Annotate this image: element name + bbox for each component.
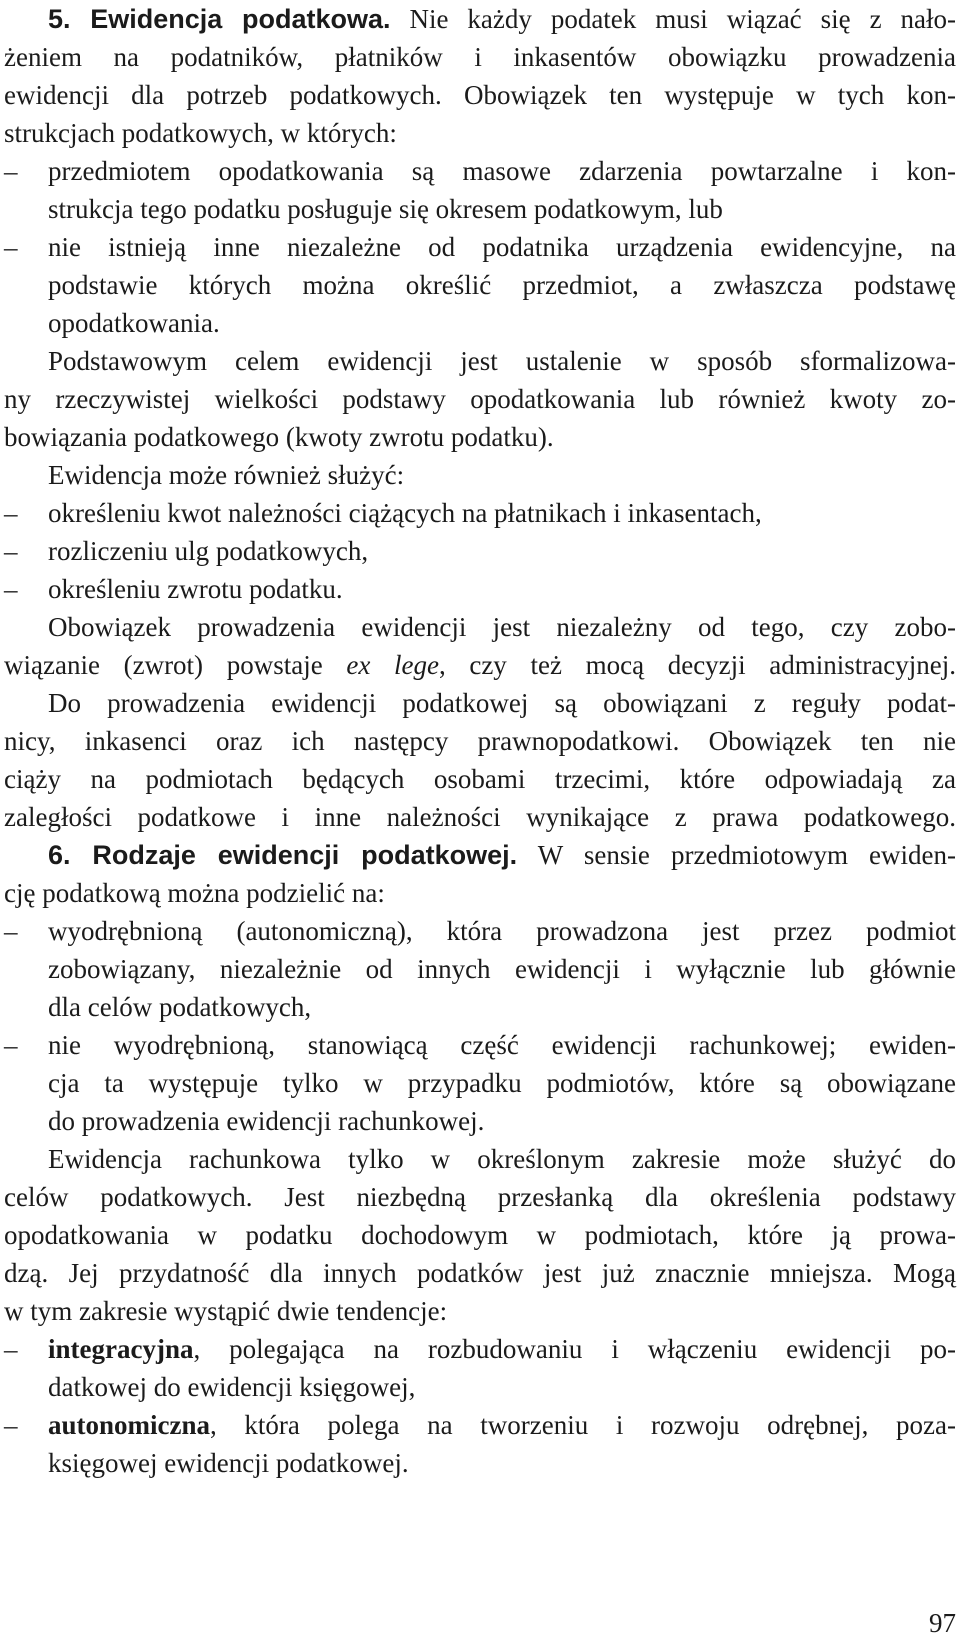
list-item-line: opodatkowania. <box>48 308 220 338</box>
list-item-line: nie wyodrębnioną, stanowiącą część ewidencji rachunkowej; ewiden- <box>48 1030 956 1060</box>
list-item-line: dla celów podatkowych, <box>48 992 312 1022</box>
list-item-line: integracyjna, polegająca na rozbudowaniu i włączeniu ewidencji po- <box>48 1334 956 1364</box>
paragraph-line: ciąży na podmiotach będących osobami trzecimi, które odpowiadają za <box>4 764 956 794</box>
paragraph-line: Podstawowym celem ewidencji jest ustalenie w sposób sformalizowa- <box>48 346 956 376</box>
list-item-line: do prowadzenia ewidencji rachunkowej. <box>48 1106 485 1136</box>
latin-term: ex lege <box>346 650 439 680</box>
list-item-line: nie istnieją inne niezależne od podatnika urządzenia ewidencyjne, na <box>48 232 956 262</box>
list-dash: – <box>4 498 18 528</box>
section-5-first-line: 5. Ewidencja podatkowa. Nie każdy podatek musi wiązać się z nało- <box>48 4 956 34</box>
paragraph-line: dzą. Jej przydatność dla innych podatków jest już znacznie mniejsza. Mogą <box>4 1258 956 1288</box>
list-item-line: wyodrębnioną (autonomiczną), która prowadzona jest przez podmiot <box>48 916 956 946</box>
list-dash: – <box>4 916 18 946</box>
paragraph-line: Ewidencja rachunkowa tylko w określonym zakresie może służyć do <box>48 1144 956 1174</box>
paragraph-line: opodatkowania w podatku dochodowym w podmiotach, które ją prowa- <box>4 1220 956 1250</box>
list-item-line: określeniu zwrotu podatku. <box>48 574 343 604</box>
list-dash: – <box>4 536 18 566</box>
paragraph-line: strukcjach podatkowych, w których: <box>4 118 397 148</box>
paragraph-line: wiązanie (zwrot) powstaje ex lege, czy też mocą decyzji administracyjnej. <box>4 650 957 680</box>
list-dash: – <box>4 574 18 604</box>
list-item-line: przedmiotem opodatkowania są masowe zdarzenia powtarzalne i kon- <box>48 156 956 186</box>
paragraph-line: ewidencji dla potrzeb podatkowych. Obowiązek ten występuje w tych kon- <box>4 80 956 110</box>
paragraph-line: Obowiązek prowadzenia ewidencji jest niezależny od tego, czy zobo- <box>48 612 956 642</box>
list-dash: – <box>4 1334 18 1364</box>
paragraph-line: ny rzeczywistej wielkości podstawy opodatkowania lub również kwoty zo- <box>4 384 956 414</box>
list-item-line: zobowiązany, niezależnie od innych ewidencji i wyłącznie lub głównie <box>48 954 956 984</box>
term-autonomiczna: autonomiczna <box>48 1410 210 1440</box>
paragraph-line: Do prowadzenia ewidencji podatkowej są obowiązani z reguły podat- <box>48 688 956 718</box>
list-dash: – <box>4 1030 18 1060</box>
term-integracyjna: integracyjna <box>48 1334 194 1364</box>
list-dash: – <box>4 156 18 186</box>
list-item-line: podstawie których można określić przedmiot, a zwłaszcza podstawę <box>48 270 956 300</box>
list-dash: – <box>4 232 18 262</box>
list-item-line: księgowej ewidencji podatkowej. <box>48 1448 409 1478</box>
list-item-line: autonomiczna, która polega na tworzeniu i rozwoju odrębnej, poza- <box>48 1410 956 1440</box>
paragraph-line: bowiązania podatkowego (kwoty zwrotu podatku). <box>4 422 554 452</box>
page-number: 97 <box>929 1608 956 1638</box>
list-item-line: datkowej do ewidencji księgowej, <box>48 1372 416 1402</box>
paragraph-line: Ewidencja może również służyć: <box>48 460 405 490</box>
list-item-line: strukcja tego podatku posługuje się okresem podatkowym, lub <box>48 194 723 224</box>
paragraph-line: celów podatkowych. Jest niezbędną przesłanką dla określenia podstawy <box>4 1182 956 1212</box>
list-dash: – <box>4 1410 18 1440</box>
section-6-first-line: 6. Rodzaje ewidencji podatkowej. W sensie przedmiotowym ewiden- <box>48 840 957 870</box>
paragraph-line: nicy, inkasenci oraz ich następcy prawnopodatkowi. Obowiązek ten nie <box>4 726 956 756</box>
paragraph-line: w tym zakresie wystąpić dwie tendencje: <box>4 1296 448 1326</box>
section-5-heading: 5. Ewidencja podatkowa. <box>48 4 391 34</box>
list-item-line: cja ta występuje tylko w przypadku podmiotów, które są obowiązane <box>48 1068 956 1098</box>
list-item-line: określeniu kwot należności ciążących na płatnikach i inkasentach, <box>48 498 762 528</box>
section-6-heading: 6. Rodzaje ewidencji podatkowej. <box>48 840 518 870</box>
paragraph-line: zaległości podatkowe i inne należności wynikające z prawa podatkowego. <box>4 802 956 832</box>
paragraph-line: żeniem na podatników, płatników i inkasentów obowiązku prowadzenia <box>4 42 956 72</box>
paragraph-line: cję podatkową można podzielić na: <box>4 878 385 908</box>
list-item-line: rozliczeniu ulg podatkowych, <box>48 536 369 566</box>
